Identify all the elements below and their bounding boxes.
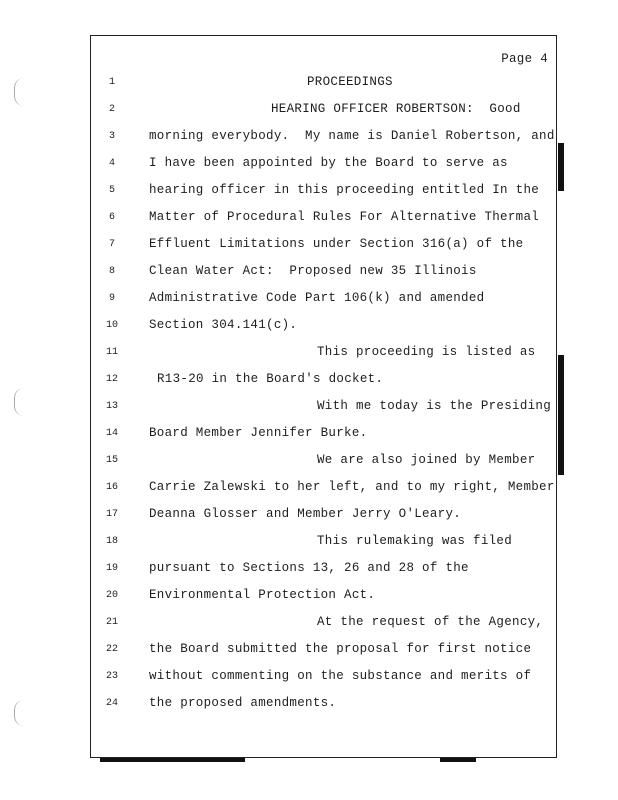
scan-edge-bar	[558, 143, 564, 191]
transcript-line	[91, 401, 556, 428]
line-number: 14	[105, 428, 118, 439]
line-text: HEARING OFFICER ROBERTSON: Good	[271, 102, 521, 116]
line-number: 10	[105, 320, 118, 331]
transcript-line	[91, 158, 556, 185]
scan-bottom-bar	[440, 758, 476, 762]
line-text: morning everybody. My name is Daniel Robertson, and	[149, 129, 555, 143]
transcript-line	[91, 77, 556, 104]
transcript-line	[91, 644, 556, 671]
line-text: I have been appointed by the Board to serve as	[149, 156, 508, 170]
line-number: 7	[108, 239, 115, 250]
transcript-line	[91, 455, 556, 482]
binder-hole-mark	[14, 388, 27, 416]
line-text: Section 304.141(c).	[149, 318, 298, 332]
transcript-page	[90, 35, 557, 758]
transcript-line	[91, 509, 556, 536]
line-number: 22	[105, 644, 118, 655]
line-text: Clean Water Act: Proposed new 35 Illinois	[149, 264, 477, 278]
line-number: 3	[108, 131, 115, 142]
line-number: 21	[105, 617, 118, 628]
line-number: 12	[105, 374, 118, 385]
line-number: 17	[105, 509, 118, 520]
transcript-line	[91, 104, 556, 131]
line-number: 19	[105, 563, 118, 574]
scan-bottom-bar	[100, 758, 245, 762]
line-text: the proposed amendments.	[149, 696, 337, 710]
line-number: 11	[105, 347, 118, 358]
line-text: Environmental Protection Act.	[149, 588, 376, 602]
line-text: Administrative Code Part 106(k) and amended	[149, 291, 485, 305]
scan-edge-bar	[558, 355, 564, 475]
line-number: 4	[108, 158, 115, 169]
transcript-line	[91, 239, 556, 266]
line-number: 6	[108, 212, 115, 223]
line-number: 15	[105, 455, 118, 466]
transcript-line	[91, 536, 556, 563]
line-text: R13-20 in the Board's docket.	[157, 372, 384, 386]
line-number: 1	[108, 77, 115, 88]
line-text: We are also joined by Member	[317, 453, 536, 467]
transcript-line	[91, 482, 556, 509]
line-number: 23	[105, 671, 118, 682]
transcript-line	[91, 266, 556, 293]
transcript-line	[91, 131, 556, 158]
line-number: 2	[108, 104, 115, 115]
line-number: 13	[105, 401, 118, 412]
binder-hole-mark	[14, 78, 27, 106]
transcript-line	[91, 698, 556, 725]
transcript-line	[91, 590, 556, 617]
line-text: Board Member Jennifer Burke.	[149, 426, 368, 440]
transcript-line	[91, 563, 556, 590]
line-text: At the request of the Agency,	[317, 615, 544, 629]
page-number: Page 4	[501, 52, 548, 66]
line-number: 16	[105, 482, 118, 493]
line-text: PROCEEDINGS	[307, 75, 393, 89]
transcript-line	[91, 320, 556, 347]
line-text: the Board submitted the proposal for first notice	[149, 642, 532, 656]
line-text: without commenting on the substance and merits of	[149, 669, 532, 683]
line-text: pursuant to Sections 13, 26 and 28 of the	[149, 561, 469, 575]
line-text: This proceeding is listed as	[317, 345, 536, 359]
line-number: 8	[108, 266, 115, 277]
transcript-line	[91, 347, 556, 374]
line-text: Effluent Limitations under Section 316(a) of the	[149, 237, 524, 251]
line-number: 24	[105, 698, 118, 709]
transcript-line	[91, 671, 556, 698]
line-number: 20	[105, 590, 118, 601]
line-number: 18	[105, 536, 118, 547]
transcript-line	[91, 617, 556, 644]
line-text: This rulemaking was filed	[317, 534, 513, 548]
line-number: 9	[108, 293, 115, 304]
transcript-line	[91, 212, 556, 239]
line-text: Deanna Glosser and Member Jerry O'Leary.	[149, 507, 462, 521]
transcript-line	[91, 185, 556, 212]
transcript-line	[91, 428, 556, 455]
line-text: With me today is the Presiding	[317, 399, 552, 413]
transcript-line	[91, 293, 556, 320]
binder-hole-mark	[14, 700, 27, 726]
line-number: 5	[108, 185, 115, 196]
transcript-line	[91, 374, 556, 401]
line-text: hearing officer in this proceeding entitled In the	[149, 183, 540, 197]
line-text: Matter of Procedural Rules For Alternative Thermal	[149, 210, 540, 224]
line-text: Carrie Zalewski to her left, and to my right, Member	[149, 480, 555, 494]
